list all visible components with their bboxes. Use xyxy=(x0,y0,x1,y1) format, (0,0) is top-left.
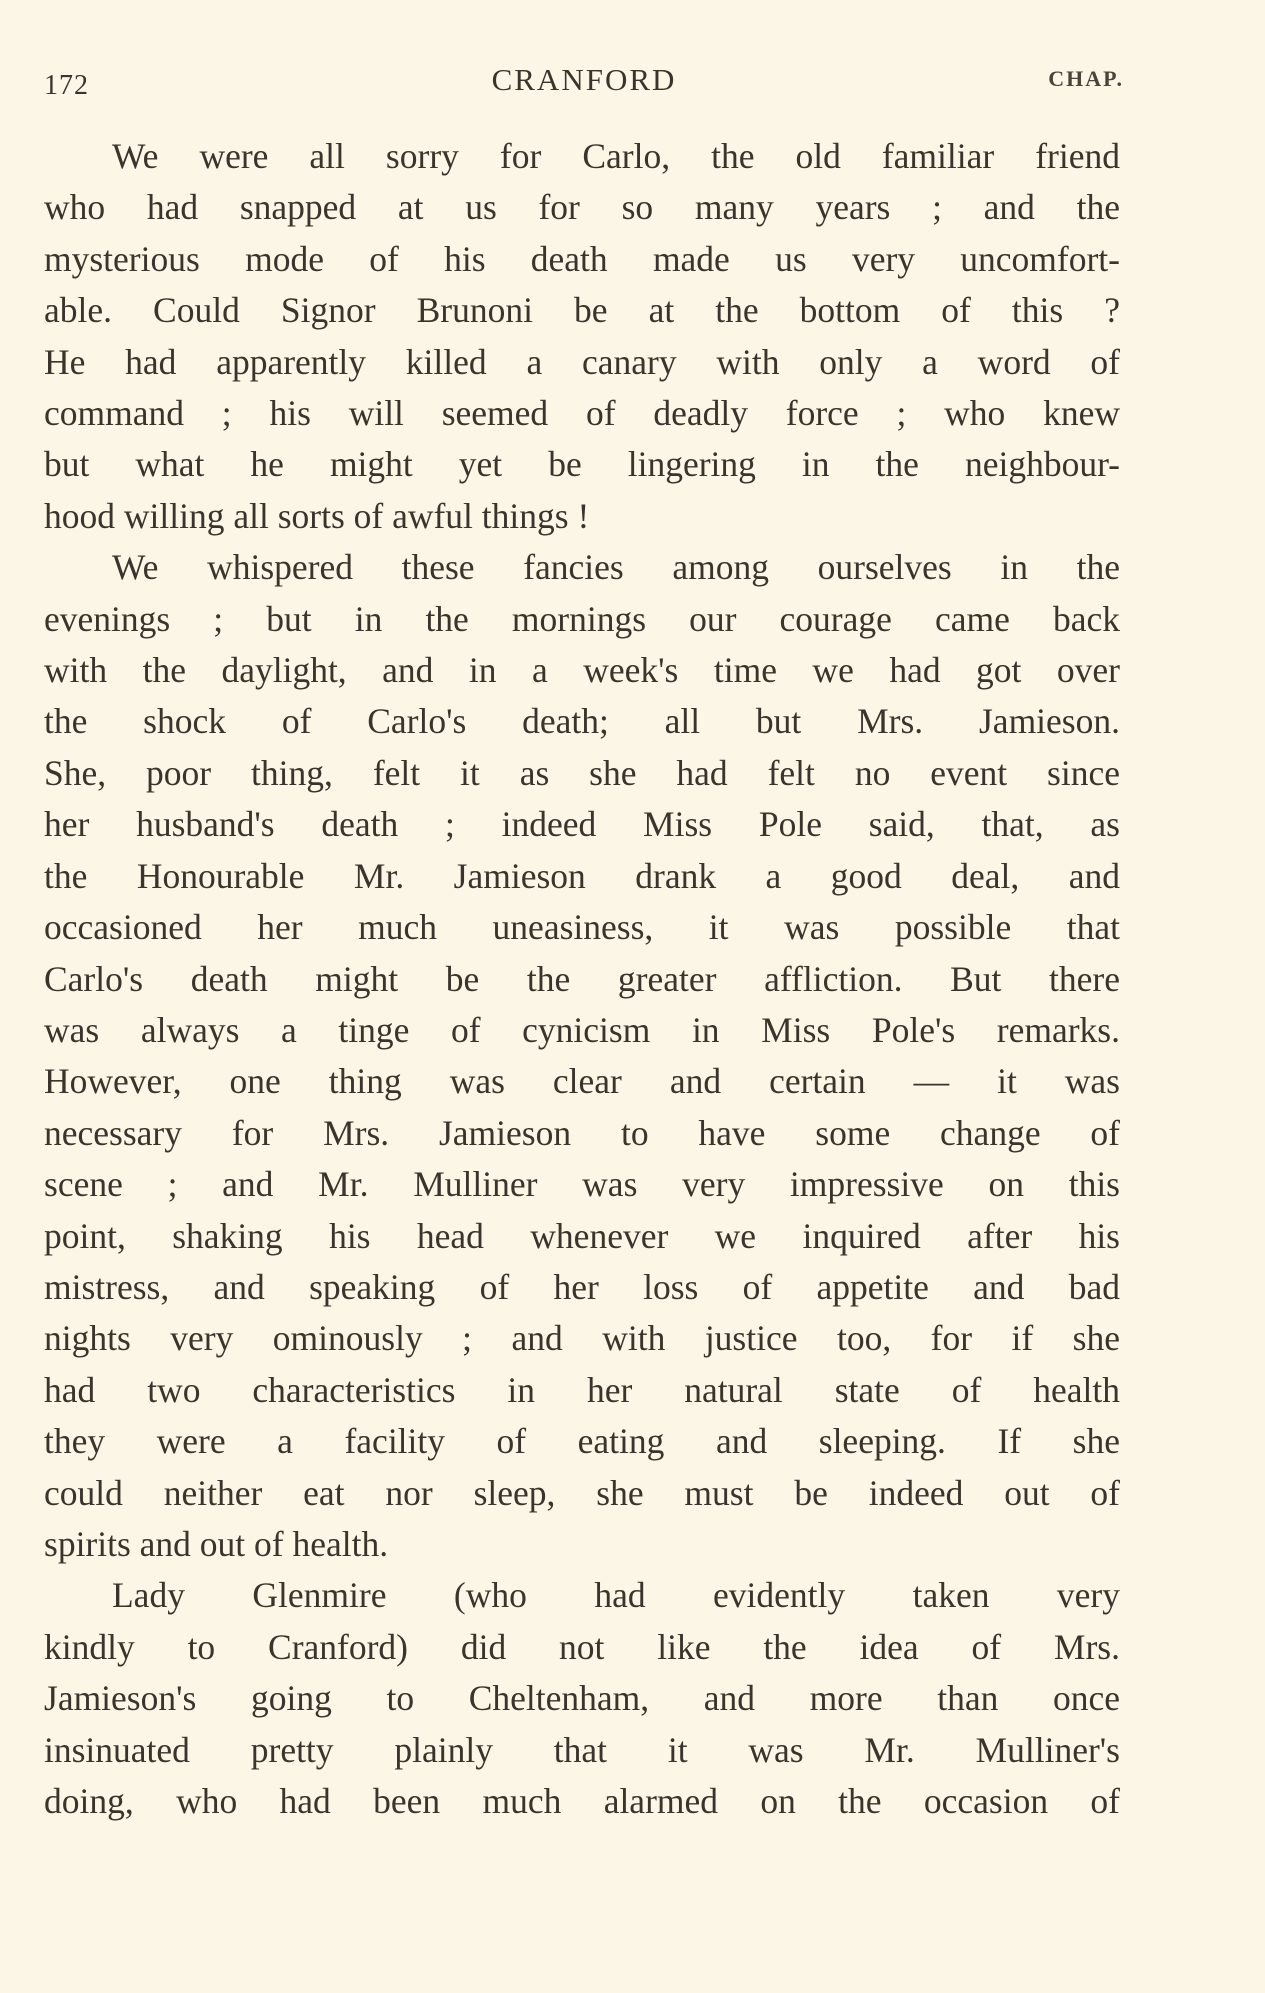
text-line: could neither eat nor sleep, she must be indeed out of xyxy=(44,1472,1120,1513)
text-line: her husband's death ; indeed Miss Pole said, that, as xyxy=(44,804,1120,845)
text-line: She, poor thing, felt it as she had felt no event since xyxy=(44,752,1120,793)
text-line: Jamieson's going to Cheltenham, and more than once xyxy=(44,1678,1120,1719)
text-line: command ; his will seemed of deadly force ; who knew xyxy=(44,393,1120,434)
text-line: Carlo's death might be the greater affliction. But there xyxy=(44,958,1120,999)
text-line: mysterious mode of his death made us very uncomfort- xyxy=(44,238,1120,279)
text-line: occasioned her much uneasiness, it was possible that xyxy=(44,907,1120,948)
text-line: evenings ; but in the mornings our courage came back xyxy=(44,598,1120,639)
text-line: able. Could Signor Brunoni be at the bottom of this ? xyxy=(44,290,1120,331)
text-line: they were a facility of eating and sleeping. If she xyxy=(44,1421,1120,1462)
chapter-marker: CHAP. xyxy=(1048,66,1124,91)
body-text xyxy=(44,131,1120,1827)
paragraph-2 xyxy=(44,542,1120,1570)
text-line: insinuated pretty plainly that it was Mr. Mulliner's xyxy=(44,1729,1120,1770)
text-line: kindly to Cranford) did not like the idea of Mrs. xyxy=(44,1626,1120,1667)
text-line: had two characteristics in her natural state of health xyxy=(44,1369,1120,1410)
text-line: necessary for Mrs. Jamieson to have some change of xyxy=(44,1112,1120,1153)
text-line: with the daylight, and in a week's time we had got over xyxy=(44,650,1120,691)
text-line: However, one thing was clear and certain — it was xyxy=(44,1061,1120,1102)
text-line: We whispered these fancies among ourselves in the xyxy=(112,547,1120,588)
text-line: scene ; and Mr. Mulliner was very impressive on this xyxy=(44,1164,1120,1205)
text-line: point, shaking his head whenever we inquired after his xyxy=(44,1215,1120,1256)
text-line: mistress, and speaking of her loss of appetite and bad xyxy=(44,1266,1120,1307)
text-line: but what he might yet be lingering in the neighbour- xyxy=(44,444,1120,485)
text-line: the Honourable Mr. Jamieson drank a good deal, and xyxy=(44,855,1120,896)
text-line: spirits and out of health. xyxy=(44,1523,389,1564)
text-line: doing, who had been much alarmed on the occasion of xyxy=(44,1781,1120,1821)
running-title: CRANFORD xyxy=(491,62,677,97)
text-line: the shock of Carlo's death; all but Mrs. Jamieson. xyxy=(44,701,1120,742)
text-line: We were all sorry for Carlo, the old familiar friend xyxy=(112,136,1120,176)
page-number: 172 xyxy=(44,70,89,101)
paragraph-1 xyxy=(44,131,1120,542)
paragraph-3 xyxy=(44,1570,1120,1827)
text-line: was always a tinge of cynicism in Miss Pole's remarks. xyxy=(44,1009,1120,1050)
text-line: Lady Glenmire (who had evidently taken very xyxy=(112,1575,1120,1616)
text-line: hood willing all sorts of awful things ! xyxy=(44,495,590,536)
running-head xyxy=(44,62,1124,102)
text-line: He had apparently killed a canary with only a word of xyxy=(44,341,1120,382)
text-line: who had snapped at us for so many years ; and the xyxy=(44,187,1120,228)
text-line: nights very ominously ; and with justice too, for if she xyxy=(44,1318,1120,1359)
